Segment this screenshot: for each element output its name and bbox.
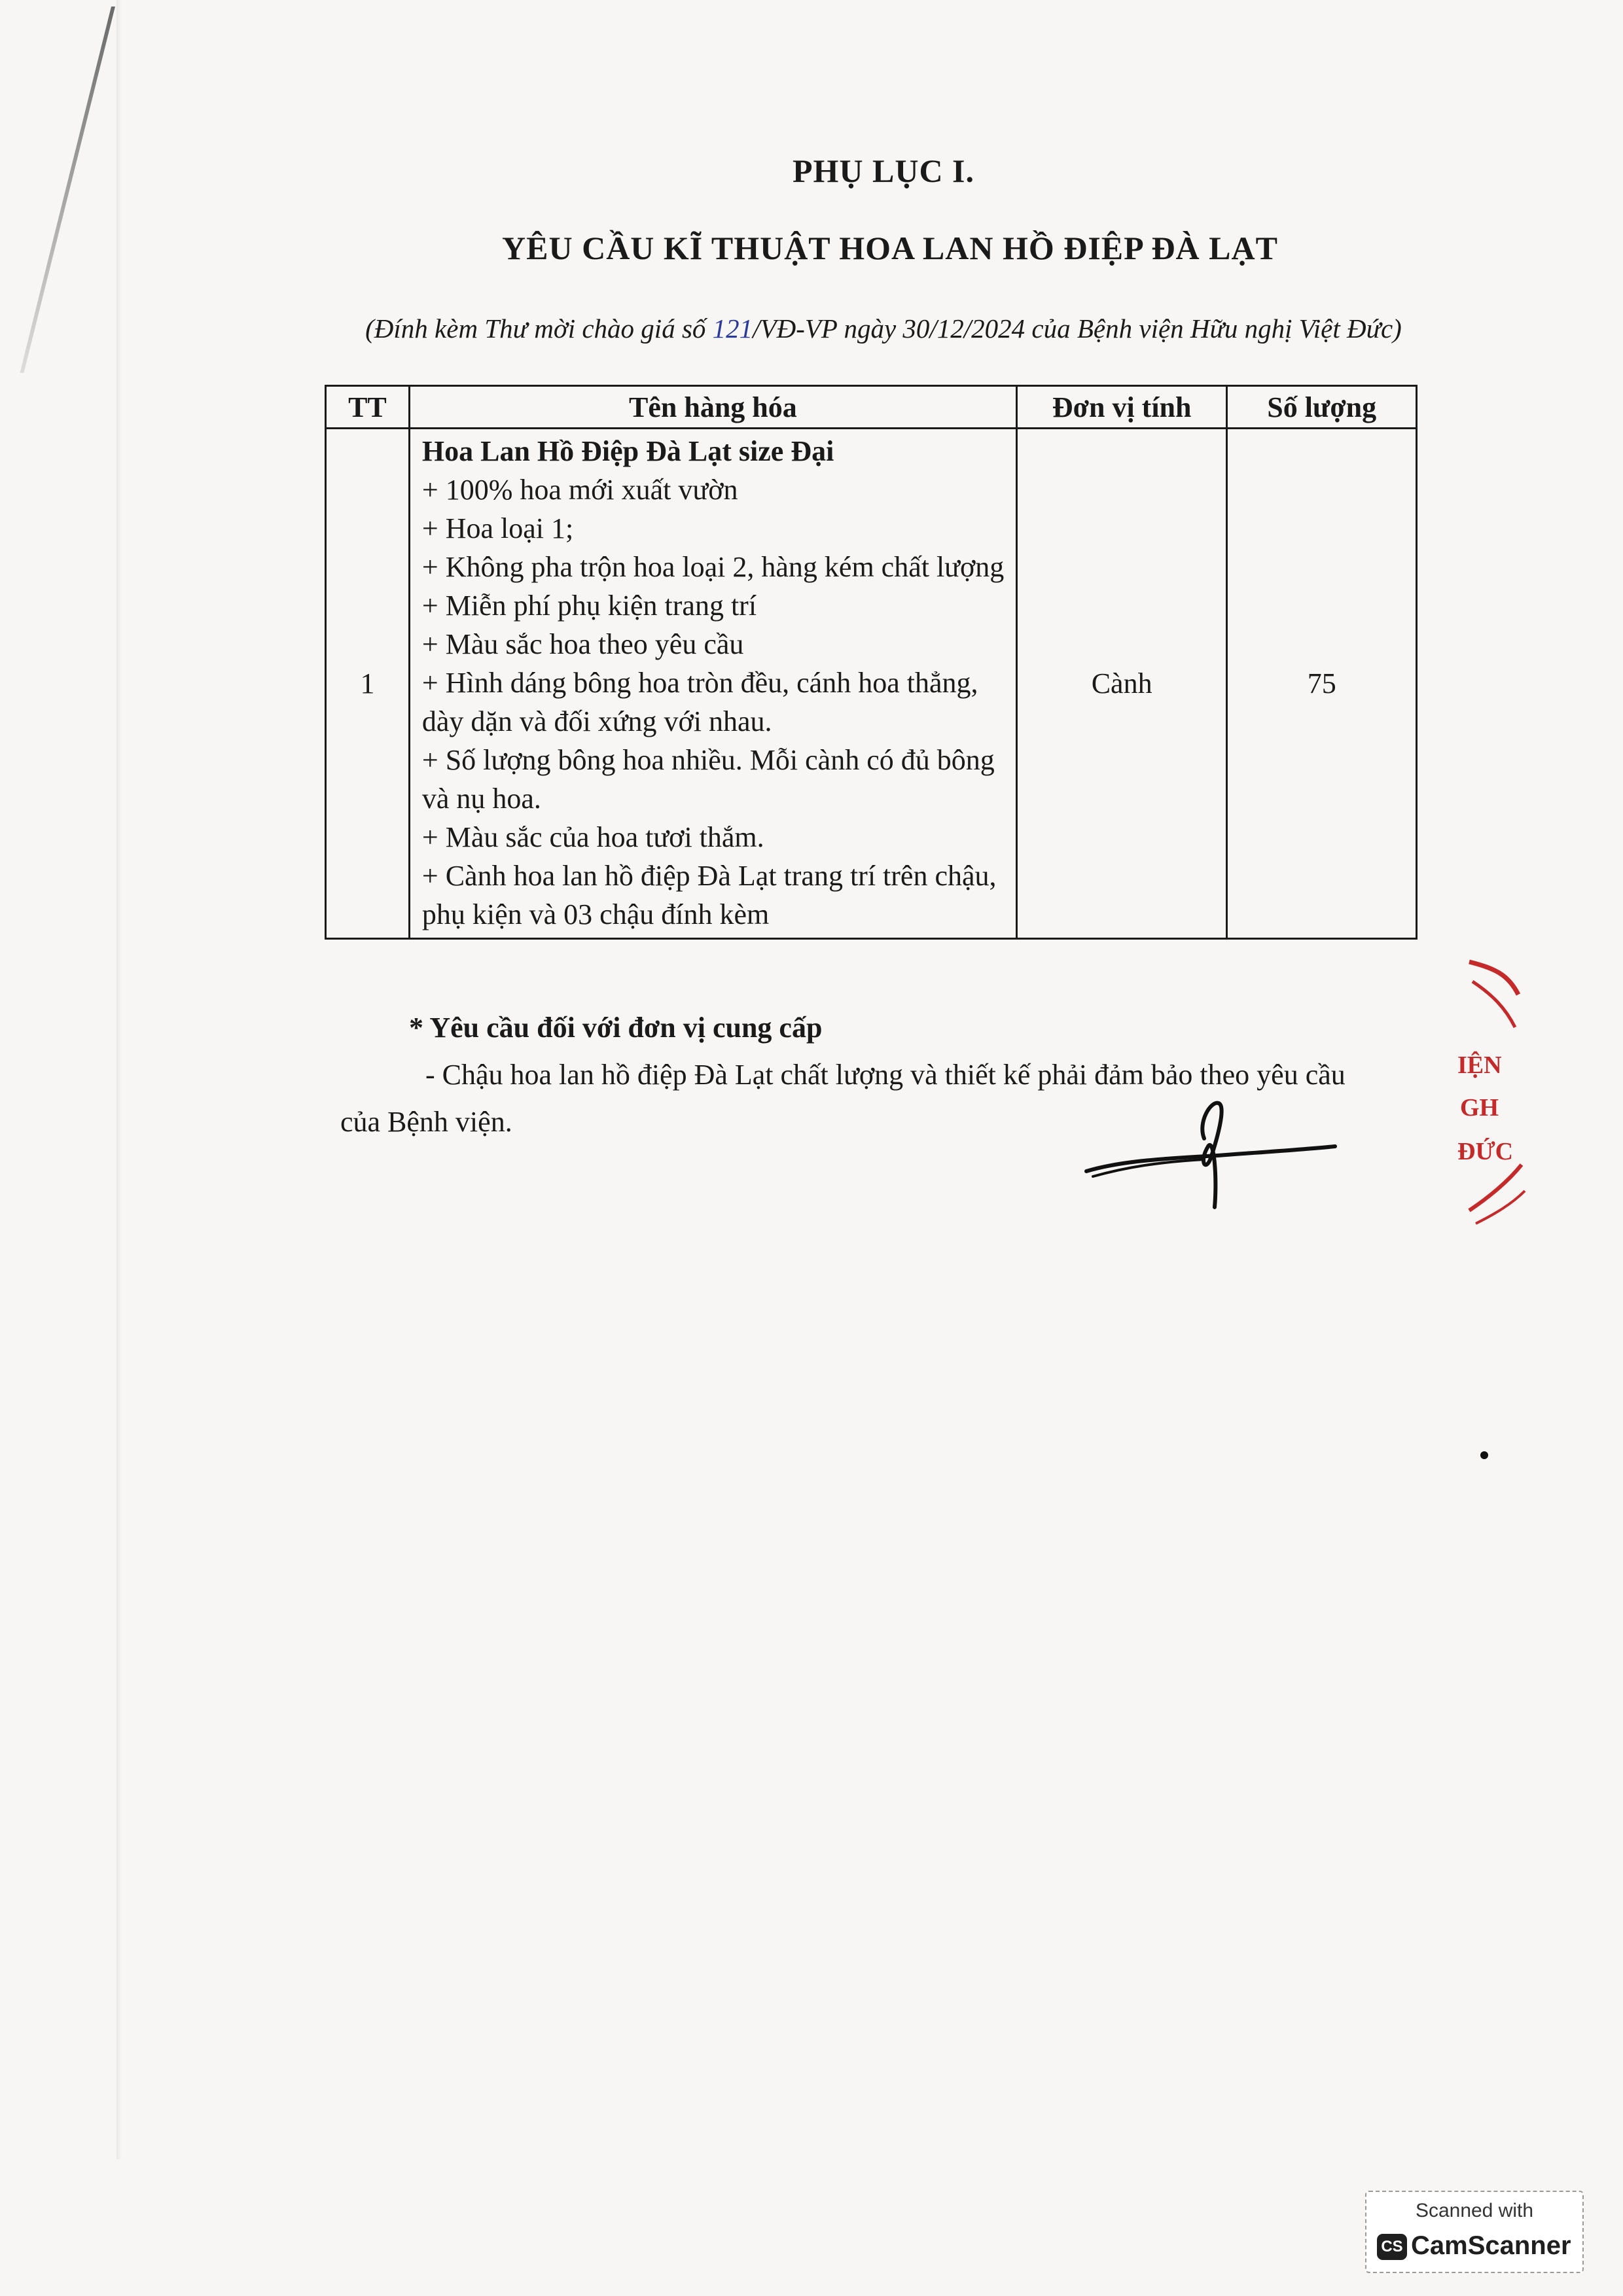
requirement-item: + Hình dáng bông hoa tròn đều, cánh hoa thẳng, dày dặn và đối xứng với nhau.	[421, 667, 978, 737]
item-title: Hoa Lan Hồ Điệp Đà Lạt size Đại	[421, 435, 834, 467]
document-number: 121	[712, 313, 753, 344]
requirement-item: + Miễn phí phụ kiện trang trí	[421, 590, 757, 622]
camscanner-name: CamScanner	[1411, 2231, 1571, 2260]
cell-description	[409, 429, 1016, 939]
stamp-text: IỆN	[1457, 1051, 1502, 1079]
requirement-item: + Số lượng bông hoa nhiều. Mỗi cành có đủ bông và nụ hoa.	[421, 744, 995, 815]
main-title: YÊU CẦU KĨ THUẬT HOA LAN HỒ ĐIỆP ĐÀ LẠT	[502, 230, 1278, 266]
table-header-row	[326, 386, 1417, 429]
header-tt: TT	[326, 386, 410, 429]
cell-unit: Cành	[1016, 429, 1226, 939]
notes-heading: * Yêu cầu đối với đơn vị cung cấp	[409, 1012, 823, 1044]
cell-tt: 1	[326, 429, 410, 939]
requirement-item: + 100% hoa mới xuất vườn	[421, 474, 738, 506]
attachment-subtitle	[0, 313, 1623, 344]
subtitle-prefix: (Đính kèm Thư mời chào giá số	[365, 313, 713, 344]
requirement-item: + Cành hoa lan hồ điệp Đà Lạt trang trí trên chậu, phụ kiện và 03 chậu đính kèm	[421, 860, 997, 930]
official-stamp	[1456, 955, 1535, 1230]
table-row	[326, 429, 1417, 939]
speck-mark	[1480, 1451, 1488, 1459]
requirements-list	[422, 470, 1008, 934]
requirement-item: + Màu sắc của hoa tươi thắm.	[421, 821, 764, 853]
annex-title: PHỤ LỤC I.	[792, 152, 975, 189]
header-qty: Số lượng	[1227, 386, 1417, 429]
requirement-item: + Hoa loại 1;	[421, 512, 574, 544]
scanned-with-label: Scanned with	[1415, 2200, 1534, 2221]
requirements-table	[325, 385, 1418, 940]
stamp-text: ĐỨC	[1457, 1138, 1514, 1165]
camscanner-badge	[1365, 2191, 1584, 2273]
cell-qty: 75	[1227, 429, 1417, 939]
requirement-item: + Không pha trộn hoa loại 2, hàng kém chất lượng	[421, 551, 1005, 583]
requirement-item: + Màu sắc hoa theo yêu cầu	[421, 628, 744, 660]
stamp-text: GH	[1460, 1094, 1499, 1122]
header-name: Tên hàng hóa	[409, 386, 1016, 429]
notes-body: - Chậu hoa lan hồ điệp Đà Lạt chất lượng và thiết kế phải đảm bảo theo yêu cầu của Bệnh viện.	[340, 1059, 1346, 1138]
header-unit: Đơn vị tính	[1016, 386, 1226, 429]
signature-icon	[1080, 1099, 1342, 1217]
camscanner-logo-icon: CS	[1377, 2234, 1407, 2260]
stamp-seal-icon	[1456, 955, 1535, 1230]
subtitle-suffix: /VĐ-VP ngày 30/12/2024 của Bệnh viện Hữu nghị Việt Đức)	[753, 313, 1402, 344]
